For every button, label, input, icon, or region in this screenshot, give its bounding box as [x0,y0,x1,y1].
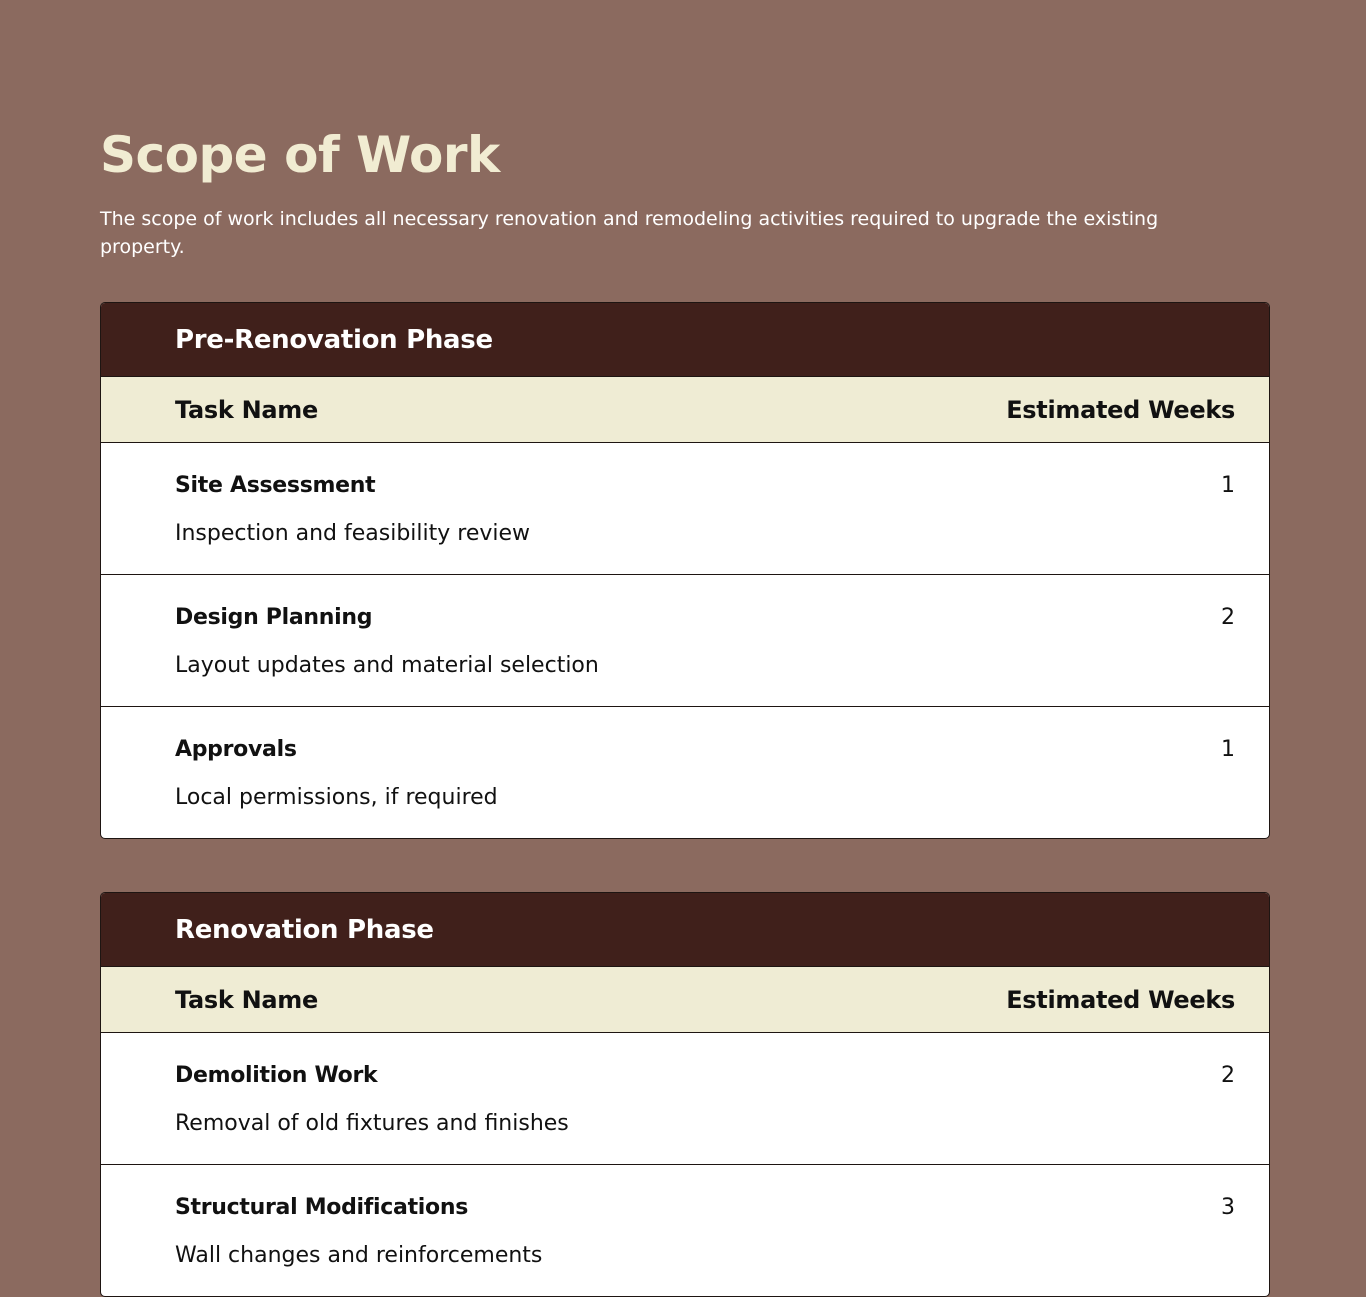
task-weeks: 1 [1221,737,1235,762]
table-row [101,1165,1269,1296]
task-name: Approvals [175,737,297,762]
table-row [101,575,1269,707]
task-weeks: 1 [1221,473,1235,498]
task-weeks: 3 [1221,1195,1235,1220]
task-name: Demolition Work [175,1063,378,1088]
task-name: Site Assessment [175,473,376,498]
column-header-estimated-weeks: Estimated Weeks [1006,395,1235,424]
intro-paragraph: The scope of work includes all necessary renovation and remodeling activities required to upgrade the existing property. [100,208,1159,258]
task-description: Local permissions, if required [175,785,498,810]
table-row [101,443,1269,575]
task-weeks: 2 [1221,1063,1235,1088]
task-name: Structural Modifications [175,1195,469,1220]
table-row [101,707,1269,838]
phase-card-renovation [100,892,1270,1297]
task-name: Design Planning [175,605,373,630]
phase-title: Pre-Renovation Phase [175,324,493,355]
task-description: Layout updates and material selection [175,653,599,678]
table-header [101,967,1269,1033]
phase-card-pre-renovation [100,302,1270,839]
column-header-task-name: Task Name [175,985,318,1014]
phase-title: Renovation Phase [175,914,434,945]
phase-header [101,893,1269,967]
task-weeks: 2 [1221,605,1235,630]
table-row [101,1033,1269,1165]
phase-header [101,303,1269,377]
task-description: Wall changes and reinforcements [175,1243,543,1268]
task-description: Inspection and feasibility review [175,521,531,546]
column-header-task-name: Task Name [175,395,318,424]
column-header-estimated-weeks: Estimated Weeks [1006,985,1235,1014]
table-header [101,377,1269,443]
page-title: Scope of Work [100,126,500,184]
task-description: Removal of old fixtures and finishes [175,1111,569,1136]
